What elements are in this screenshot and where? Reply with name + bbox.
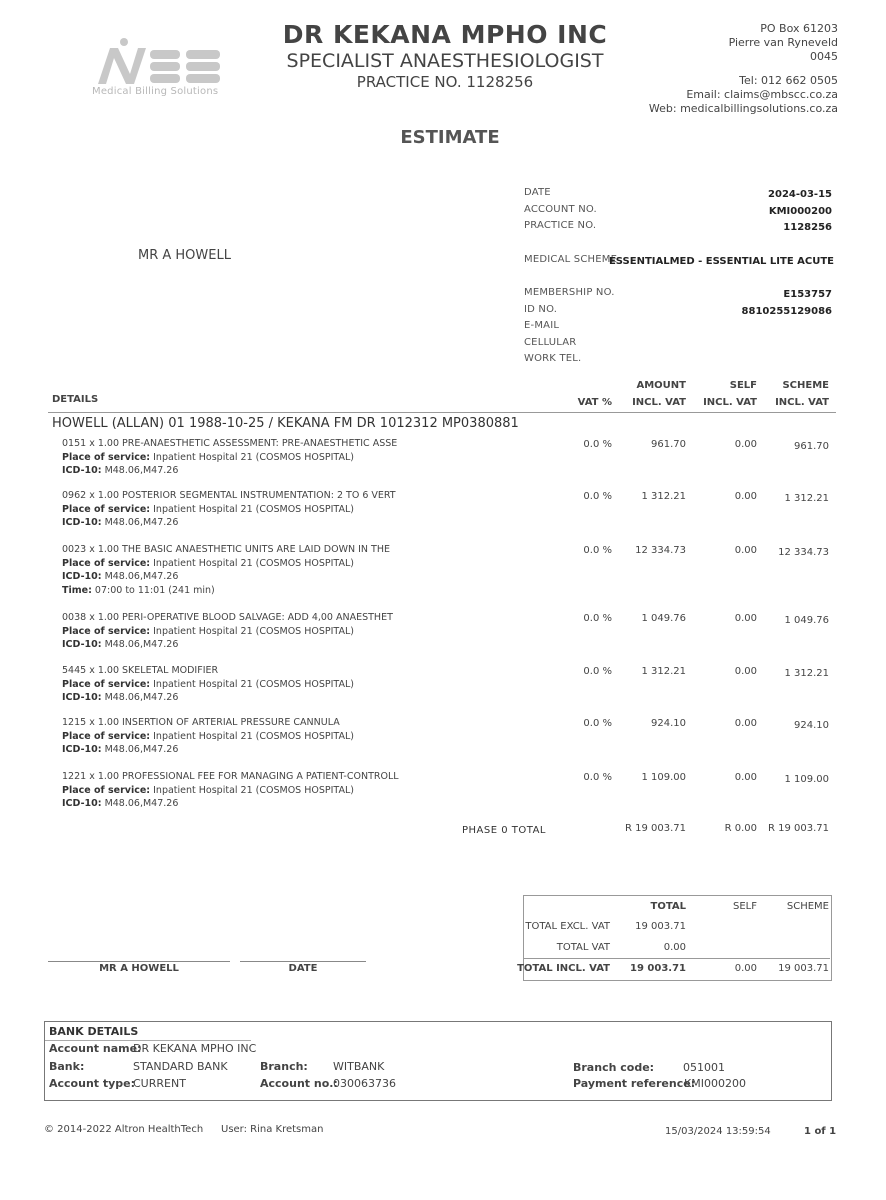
item-amount: 924.10 (651, 718, 686, 729)
bank-value: STANDARD BANK (133, 1060, 228, 1073)
date-label: DATE (524, 187, 551, 198)
branch-value: WITBANK (333, 1060, 385, 1073)
cellular-label: CELLULAR (524, 337, 577, 348)
website: Web: medicalbillingsolutions.co.za (648, 102, 838, 115)
id-value: 8810255129086 (741, 306, 832, 317)
item-place (62, 503, 482, 517)
item-description: 0151 x 1.00 PRE-ANAESTHETIC ASSESSMENT: PRE-ANAESTHETIC ASSE (62, 438, 398, 449)
header-line: INCL. VAT (775, 397, 829, 408)
item-self: 0.00 (734, 491, 757, 502)
icd-value: M48.06,M47.26 (104, 798, 179, 809)
branch-code-label: Branch code: (573, 1061, 655, 1074)
item-self: 0.00 (734, 718, 757, 729)
item-icd (62, 516, 482, 530)
scheme-label: MEDICAL SCHEME (524, 254, 618, 265)
account-name-value: DR KEKANA MPHO INC (133, 1042, 257, 1055)
payment-reference-value: KMI000200 (684, 1077, 746, 1090)
case-line: HOWELL (ALLAN) 01 1988-10-25 / KEKANA FM DR 1012312 MP0380881 (52, 416, 519, 431)
item-amount: 1 312.21 (641, 666, 686, 677)
branch-code-value: 051001 (683, 1061, 725, 1074)
total-incl-label: TOTAL INCL. VAT (517, 963, 610, 974)
header-line: INCL. VAT (632, 397, 686, 408)
item-amount: 1 109.00 (641, 772, 686, 783)
header-line: SELF (729, 380, 757, 391)
icd-label: ICD-10: (62, 744, 102, 755)
item-place (62, 784, 482, 798)
telephone: Tel: 012 662 0505 (739, 74, 838, 87)
item-icd (62, 464, 482, 478)
practice-specialty: SPECIALIST ANAESTHESIOLOGIST (286, 50, 604, 72)
item-scheme: 12 334.73 (778, 547, 829, 558)
line-item (62, 664, 482, 705)
phase-total-label: PHASE 0 TOTAL (462, 825, 546, 836)
icd-value: M48.06,M47.26 (104, 571, 179, 582)
self-header (703, 377, 757, 411)
total-vat-value: 0.00 (663, 942, 686, 953)
account-type-label: Account type: (49, 1077, 136, 1090)
patient-name: MR A HOWELL (138, 248, 231, 263)
totals-scheme-header: SCHEME (786, 901, 829, 912)
id-label: ID NO. (524, 304, 558, 315)
item-vat: 0.0 % (583, 718, 612, 729)
membership-label: MEMBERSHIP NO. (524, 287, 615, 298)
account-value: KMI000200 (768, 206, 832, 217)
place-value: Inpatient Hospital 21 (COSMOS HOSPITAL) (153, 503, 354, 515)
contact-details (649, 74, 838, 116)
icd-value: M48.06,M47.26 (104, 465, 179, 476)
date-line (240, 961, 366, 962)
icd-label: ICD-10: (62, 571, 102, 582)
item-place (62, 451, 482, 465)
place-value: Inpatient Hospital 21 (COSMOS HOSPITAL) (153, 730, 354, 742)
signature-line (48, 961, 230, 962)
print-timestamp: 15/03/2024 13:59:54 (665, 1126, 771, 1137)
account-name-label: Account name: (49, 1042, 142, 1055)
address-line: PO Box 61203 (760, 22, 838, 35)
line-item (62, 716, 482, 757)
total-incl-self: 0.00 (734, 963, 757, 974)
account-no-value: 030063736 (333, 1077, 396, 1090)
item-amount: 961.70 (651, 439, 686, 450)
logo-caption: Medical Billing Solutions (92, 86, 219, 97)
item-description: 0962 x 1.00 POSTERIOR SEGMENTAL INSTRUMENTATION: 2 TO 6 VERT (62, 490, 396, 501)
work-tel-label: WORK TEL. (524, 353, 582, 364)
scheme-header (775, 377, 829, 411)
icd-value: M48.06,M47.26 (104, 692, 179, 703)
item-scheme: 1 312.21 (784, 493, 829, 504)
account-type-value: CURRENT (133, 1077, 186, 1090)
place-label: Place of service: (62, 625, 151, 637)
item-amount: 12 334.73 (635, 545, 686, 556)
membership-value: E153757 (783, 289, 832, 300)
practice-number-line: PRACTICE NO. 1128256 (356, 73, 534, 91)
icd-label: ICD-10: (62, 517, 102, 528)
branch-label: Branch: (260, 1060, 308, 1073)
account-label: ACCOUNT NO. (524, 204, 597, 215)
place-label: Place of service: (62, 503, 151, 515)
date-value: 2024-03-15 (768, 189, 832, 200)
item-scheme: 1 109.00 (784, 774, 829, 785)
icd-value: M48.06,M47.26 (104, 639, 179, 650)
place-label: Place of service: (62, 557, 151, 569)
item-place (62, 625, 482, 639)
item-time (62, 584, 482, 598)
item-icd (62, 570, 482, 584)
icd-value: M48.06,M47.26 (104, 517, 179, 528)
signature-name: MR A HOWELL (99, 963, 179, 974)
item-description: 0023 x 1.00 THE BASIC ANAESTHETIC UNITS ARE LAID DOWN IN THE (62, 544, 390, 555)
email: Email: claims@mbscc.co.za (686, 88, 838, 101)
item-icd (62, 797, 482, 811)
totals-self-header: SELF (733, 901, 757, 912)
total-vat-label: TOTAL VAT (556, 942, 610, 953)
place-value: Inpatient Hospital 21 (COSMOS HOSPITAL) (153, 625, 354, 637)
icd-label: ICD-10: (62, 639, 102, 650)
header-line: SCHEME (782, 380, 829, 391)
place-label: Place of service: (62, 730, 151, 742)
item-vat: 0.0 % (583, 491, 612, 502)
amount-header (632, 377, 686, 411)
time-label: Time: (62, 584, 92, 596)
item-description: 1221 x 1.00 PROFESSIONAL FEE FOR MANAGING A PATIENT-CONTROLL (62, 771, 399, 782)
practice-value: 1128256 (783, 222, 832, 233)
totals-total-header: TOTAL (650, 901, 686, 912)
item-scheme: 961.70 (794, 441, 829, 452)
phase-self: R 0.00 (724, 823, 757, 834)
item-description: 1215 x 1.00 INSERTION OF ARTERIAL PRESSURE CANNULA (62, 717, 340, 728)
address-line: Pierre van Ryneveld (728, 36, 838, 49)
item-self: 0.00 (734, 439, 757, 450)
line-item (62, 770, 482, 811)
item-vat: 0.0 % (583, 772, 612, 783)
item-vat: 0.0 % (583, 545, 612, 556)
total-excl-value: 19 003.71 (635, 921, 686, 932)
document-title: ESTIMATE (400, 127, 500, 148)
item-amount: 1 312.21 (641, 491, 686, 502)
account-no-label: Account no.: (260, 1077, 338, 1090)
line-item (62, 489, 482, 530)
item-scheme: 924.10 (794, 720, 829, 731)
total-excl-label: TOTAL EXCL. VAT (525, 921, 610, 932)
vat-header: VAT % (577, 397, 612, 408)
total-incl-scheme: 19 003.71 (778, 963, 829, 974)
payment-reference-label: Payment reference: (573, 1077, 696, 1090)
item-place (62, 730, 482, 744)
line-item (62, 543, 482, 597)
user: User: Rina Kretsman (221, 1124, 324, 1135)
email-label: E-MAIL (524, 320, 560, 331)
time-value: 07:00 to 11:01 (241 min) (94, 584, 215, 596)
item-scheme: 1 049.76 (784, 615, 829, 626)
item-vat: 0.0 % (583, 666, 612, 677)
details-header: DETAILS (52, 394, 99, 405)
item-icd (62, 691, 482, 705)
item-self: 0.00 (734, 613, 757, 624)
item-vat: 0.0 % (583, 439, 612, 450)
header-line: AMOUNT (636, 380, 686, 391)
header-line: INCL. VAT (703, 397, 757, 408)
page-number: 1 of 1 (804, 1126, 837, 1137)
icd-label: ICD-10: (62, 798, 102, 809)
phase-amount: R 19 003.71 (624, 823, 686, 834)
scheme-value: ESSENTIALMED - ESSENTIAL LITE ACUTE (608, 256, 834, 267)
item-scheme: 1 312.21 (784, 668, 829, 679)
copyright: © 2014-2022 Altron HealthTech (44, 1124, 204, 1135)
practice-name: DR KEKANA MPHO INC (282, 20, 608, 49)
place-label: Place of service: (62, 451, 151, 463)
place-label: Place of service: (62, 678, 151, 690)
icd-label: ICD-10: (62, 465, 102, 476)
practice-label: PRACTICE NO. (524, 220, 597, 231)
totals-divider (524, 958, 830, 959)
bank-divider (45, 1040, 251, 1041)
line-item (62, 611, 482, 652)
place-label: Place of service: (62, 784, 151, 796)
item-description: 0038 x 1.00 PERI-OPERATIVE BLOOD SALVAGE: ADD 4,00 ANAESTHET (62, 612, 393, 623)
phase-scheme: R 19 003.71 (767, 823, 829, 834)
item-place (62, 557, 482, 571)
item-icd (62, 638, 482, 652)
total-incl-value: 19 003.71 (630, 963, 686, 974)
icd-label: ICD-10: (62, 692, 102, 703)
item-amount: 1 049.76 (641, 613, 686, 624)
place-value: Inpatient Hospital 21 (COSMOS HOSPITAL) (153, 451, 354, 463)
item-icd (62, 743, 482, 757)
signature-date-label: DATE (288, 963, 318, 974)
place-value: Inpatient Hospital 21 (COSMOS HOSPITAL) (153, 557, 354, 569)
item-vat: 0.0 % (583, 613, 612, 624)
bank-details-title: BANK DETAILS (49, 1025, 139, 1038)
item-description: 5445 x 1.00 SKELETAL MODIFIER (62, 665, 219, 676)
icd-value: M48.06,M47.26 (104, 744, 179, 755)
item-self: 0.00 (734, 772, 757, 783)
item-self: 0.00 (734, 545, 757, 556)
bank-label: Bank: (49, 1060, 85, 1073)
address-line: 0045 (810, 50, 838, 63)
postal-address (729, 22, 838, 64)
table-header-divider (48, 412, 836, 413)
place-value: Inpatient Hospital 21 (COSMOS HOSPITAL) (153, 784, 354, 796)
line-item (62, 437, 482, 478)
item-place (62, 678, 482, 692)
place-value: Inpatient Hospital 21 (COSMOS HOSPITAL) (153, 678, 354, 690)
item-self: 0.00 (734, 666, 757, 677)
